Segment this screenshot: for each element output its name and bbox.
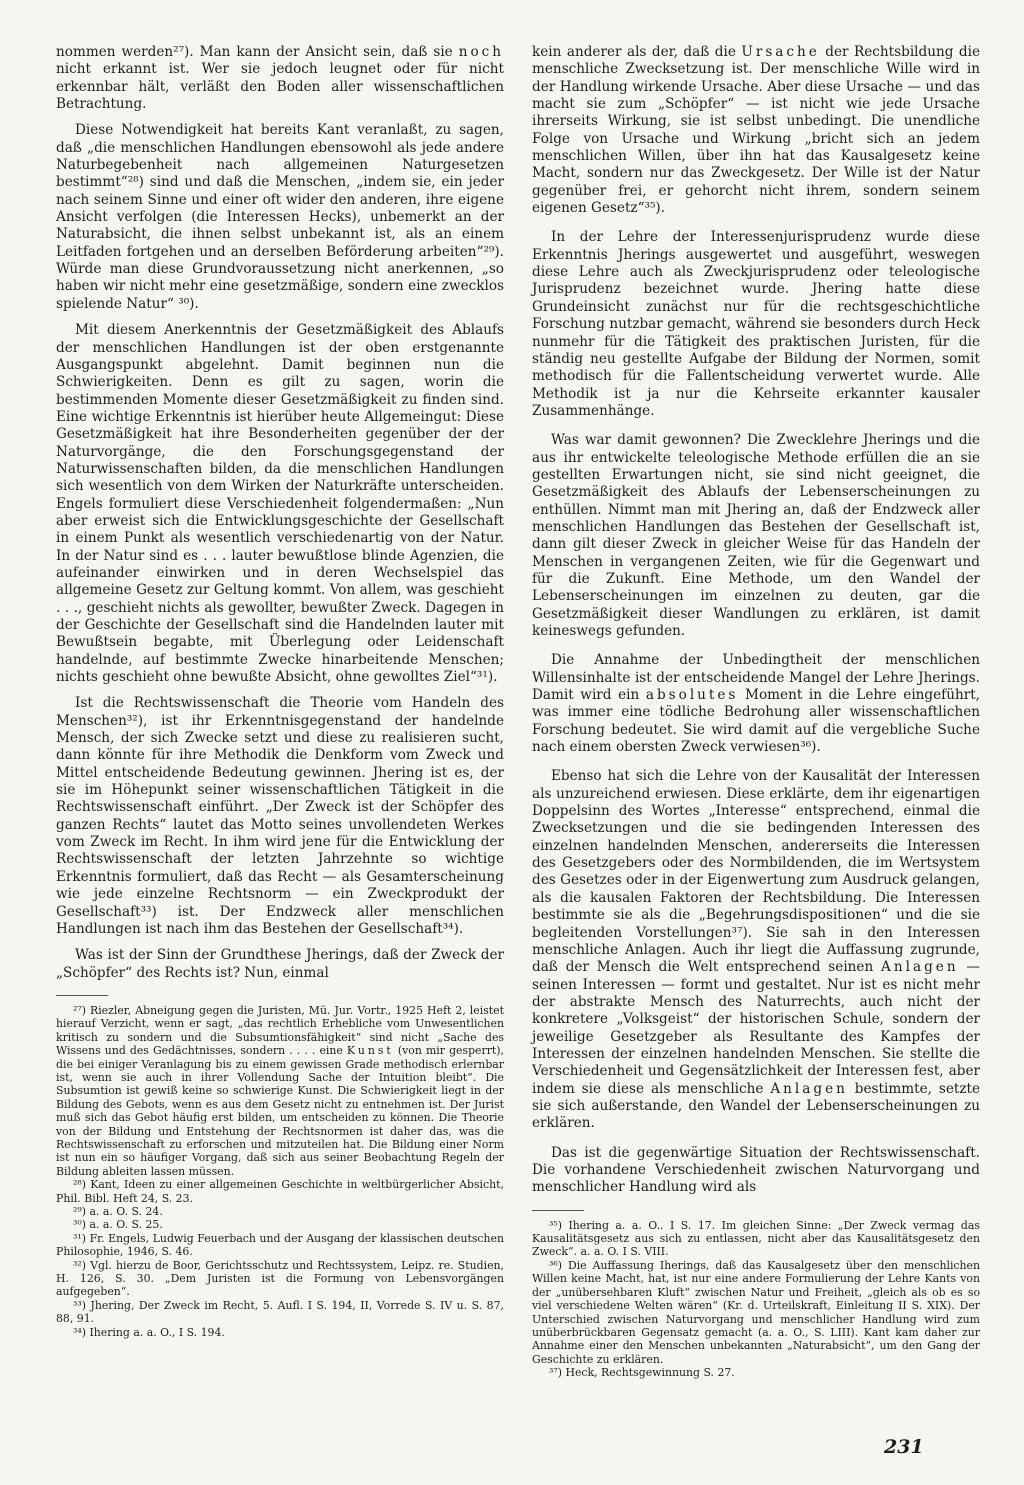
- right-column: [532, 44, 980, 1380]
- body-paragraph: Ist die Rechtswissenschaft die Theorie vom Handeln des Menschen³²), ist ihr Erkenntnisgegenstand der handelnde Mensch, der sich Zwecke setzt und diese zu realisieren sucht, dann könnte für ihre Methodik die Denkform vom Zweck und Mittel entscheidende Bedeutung gewinnen. Jhering ist es, der sie im Höhepunkt seiner wissenschaftlichen Tätigkeit in die Rechtswissenschaft einführt. „Der Zweck ist der Schöpfer des ganzen Rechts“ lautet das Motto seines unvollendeten Werkes vom Zweck im Recht. In ihm wird jene für die Entwicklung der Rechtswissenschaft der letzten Jahrzehnte so wichtige Erkenntnis formuliert, daß das Recht — als Gesamterscheinung wie jede einzelne Rechtsnorm — ein Zweckprodukt der Gesellschaft³³) ist. Der Endzweck aller menschlichen Handlungen ist nach ihm das Bestehen der Gesellschaft³⁴).: [56, 695, 504, 937]
- body-paragraph: kein anderer als der, daß die Ursache der Rechtsbildung die menschliche Zwecksetzung ist. Der menschliche Wille wird in der Handlung wirkende Ursache. Aber diese Ursache — und das macht sie zum „Schöpfer“ — ist nicht wie jede Ursache ihrerseits Wirkung, sie ist selbst unbedingt. Die unendliche Folge von Ursache und Wirkung „bricht sich an jedem menschlichen Willen, über ihn hat das Kausalgesetz keine Macht, sondern nur das Zweckgesetz. Der Wille ist der Natur gegenüber frei, er gehorcht nicht ihrem, sondern seinem eigenen Gesetz“³⁵).: [532, 44, 980, 217]
- footnote: ³²) Vgl. hierzu de Boor, Gerichtsschutz und Rechtssystem, Leipz. re. Studien, H. 126, S. 30. „Dem Juristen ist die Formung von Lebensvorgängen aufgegeben“.: [56, 1258, 504, 1299]
- body-paragraph: Mit diesem Anerkenntnis der Gesetzmäßigkeit des Ablaufs der menschlichen Handlungen ist der oben erstgenannte Ausgangspunkt abgelehnt. Damit beginnen nun die Schwierigkeiten. Denn es gilt zu sagen, worin die bestimmenden Momente dieser Gesetzmäßigkeit zu finden sind. Eine wichtige Erkenntnis ist hierüber heute Allgemeingut: Diese Gesetzmäßigkeit hat ihre Besonderheiten gegenüber der der Naturvorgänge, die den Forschungsgegenstand der Naturwissenschaften bilden, da die menschlichen Handlungen sich wesentlich von dem Wirken der Naturkräfte unterscheiden. Engels formuliert diese Verschiedenheit folgendermaßen: „Nun aber erweist sich die Entwicklungsgeschichte der Gesellschaft in einem Punkt als wesentlich verschiedenartig von der Natur. In der Natur sind es . . . lauter bewußtlose blinde Agenzien, die aufeinander einwirken und in deren Wechselspiel das allgemeine Gesetz zur Geltung kommt. Von allem, was geschieht . . ., geschieht nichts als gewollter, bewußter Zweck. Dagegen in der Geschichte der Gesellschaft sind die Handelnden lauter mit Bewußtsein begabte, mit Überlegung oder Leidenschaft handelnde, auf bestimmte Zwecke hinarbeitende Menschen; nichts geschieht ohne bewußte Absicht, ohne gewolltes Ziel“³¹).: [56, 322, 504, 686]
- body-paragraph: Die Annahme der Unbedingtheit der menschlichen Willensinhalte ist der entscheidende Mangel der Lehre Jherings. Damit wird ein absolutes Moment in die Lehre eingeführt, was immer eine tödliche Bedrohung aller wissenschaftlichen Forschung bedeutet. Sie wird damit auf die vergebliche Suche nach einem obersten Zweck verwiesen³⁶).: [532, 652, 980, 756]
- body-paragraph: In der Lehre der Interessenjurisprudenz wurde diese Erkenntnis Jherings ausgewertet und ausgeführt, weswegen diese Lehre auch als Zweckjurisprudenz oder teleologische Jurisprudenz bezeichnet wurde. Jhering hatte diese Grundeinsicht zunächst nur für die rechtsgeschichtliche Forschung nutzbar gemacht, während sie besonders durch Heck nunmehr für die Tätigkeit des praktischen Juristen, für die ständig neu gestellte Aufgabe der Bildung der Normen, somit methodisch für die Fallentscheidung verwertet wurde. Alle Methodik ist ja nur die Kehrseite erkannter kausaler Zusammenhänge.: [532, 229, 980, 419]
- footnote: ²⁸) Kant, Ideen zu einer allgemeinen Geschichte in weltbürgerlicher Absicht, Phil. Bibl. Heft 24, S. 23.: [56, 1178, 504, 1205]
- footnote: ²⁹) a. a. O. S. 24.: [73, 1204, 163, 1218]
- footnote: ³⁴) Ihering a. a. O., I S. 194.: [73, 1325, 225, 1339]
- footnote: ²⁷) Riezler, Abneigung gegen die Juristen, Mü. Jur. Vortr., 1925 Heft 2, leistet hierauf Verzicht, wenn er sagt, „das rechtlich Erhebliche vom Unwesentlichen kritisch zu sondern und die Subsumtionsfähigkeit“ sind nicht „Sache des Wissens und des Gedächtnisses, sondern . . . . eine Kunst (von mir gesperrt), die bei einiger Veranlagung bis zu einem gewissen Grade methodisch erlernbar ist, wenn sie auch in ihrer Vollendung Sache der Intuition bleibt“. Die Subsumtion ist gewiß keine so schwierige Kunst. Die Schwierigkeit liegt in der Bildung des Gebots, wenn es aus dem Gesetz nicht zu entnehmen ist. Der Jurist muß sich das Gebot häufig erst bilden, um entscheiden zu können. Die Theorie von der Bildung und Entstehung der Rechtsnormen ist daher das, was die Rechtswissenschaft zu erforschen und mitzuteilen hat. Die Bildung einer Norm ist nun ein so häufiger Vorgang, daß sich aus seiner Beobachtung Regeln der Bildung ableiten lassen müssen.: [56, 1003, 504, 1178]
- body-paragraph: Ebenso hat sich die Lehre von der Kausalität der Interessen als unzureichend erwiesen. Diese erklärte, dem ihr eigenartigen Doppelsinn des Wortes „Interesse“ entsprechend, einmal die Zwecksetzungen und die sie bedingenden Interessen des einzelnen handelnden Menschen, andererseits die Interessen des Gesetzgebers oder des Normbildenden, die im Wertsystem des Gesetzes oder in der Eigenwertung zum Ausdruck gelangen, als die kausalen Faktoren der Rechtsbildung. Die Interessen bestimmte sie als die „Begehrungsdispositionen“ und die sie begleitenden Vorstellungen³⁷). Sie sah in den Interessen menschliche Anlagen. Auch ihr liegt die Auffassung zugrunde, daß der Mensch die Welt entsprechend seinen Anlagen — seinen Interessen — formt und gestaltet. Nur ist es nicht mehr der abstrakte Mensch des Naturrechts, auch nicht der konkretere „Volksgeist“ der historischen Schule, sondern der jeweilige Gesetzgeber als Resultante des Kampfes der Interessen der einzelnen handelnden Menschen. Sie stellte die Verschiedenheit und Gegensätzlichkeit der Interessen fest, aber indem sie diese als menschliche Anlagen bestimmte, setzte sie sich außerstande, den Wandel der Lebenserscheinungen zu erklären.: [532, 768, 981, 1132]
- footnote-divider: [532, 1210, 584, 1211]
- page-number: 231: [884, 1436, 924, 1458]
- footnote: ³⁰) a. a. O. S. 25.: [73, 1218, 163, 1232]
- body-paragraph: Was ist der Sinn der Grundthese Jherings, daß der Zweck der „Schöpfer“ des Rechts ist? Nun, einmal: [56, 947, 504, 981]
- body-paragraph: nommen werden²⁷). Man kann der Ansicht sein, daß sie noch nicht erkannt ist. Wer sie jedoch leugnet oder für nicht erkennbar hält, verläßt den Boden aller wissenschaftlichen Betrachtung.: [56, 44, 504, 113]
- footnote: ³⁶) Die Auffassung Iherings, daß das Kausalgesetz über den menschlichen Willen keine Macht, hat, ist nur eine andere Formulierung der Lehre Kants von der „unübersehbaren Kluft“ zwischen Natur und Freiheit, „gleich als ob es so viel verschiedene Welten wären“ (Kr. d. Urteilskraft, Einleitung II S. XIX). Der Unterschied zwischen Naturvorgang und menschlicher Handlung wird zum unüberbrückbaren Gegensatz gemacht (a. a. O., S. LIII). Kant kam daher zur Annahme einer den Menschen unbekannten „Naturabsicht“, um den Gang der Geschichte zu erklären.: [532, 1258, 980, 1366]
- body-paragraph: Das ist die gegenwärtige Situation der Rechtswissenschaft. Die vorhandene Verschiedenheit zwischen Naturvorgang und menschlicher Handlung wird als: [532, 1144, 980, 1196]
- footnote-divider: [56, 995, 108, 996]
- body-paragraph: Diese Notwendigkeit hat bereits Kant veranlaßt, zu sagen, daß „die menschlichen Handlungen ebensowohl als jede andere Naturbegebenheit nach allgemeinen Naturgesetzen bestimmt“²⁸) sind und daß die Menschen, „indem sie, ein jeder nach seinem Sinne und einer oft wider den anderen, ihre eigene Ansicht verfolgen (die Interessen Hecks), unbemerkt an der Naturabsicht, die ihnen selbst unbekannt ist, als an einem Leitfaden fortgehen und an derselben Beförderung arbeiten“²⁹). Würde man diese Grundvoraussetzung nicht anerkennen, „so haben wir nicht mehr eine gesetzmäßige, sondern eine zwecklos spielende Natur“ ³⁰).: [56, 122, 504, 312]
- footnote: ³⁷) Heck, Rechtsgewinnung S. 27.: [549, 1366, 735, 1380]
- footnote: ³⁵) Ihering a. a. O.. I S. 17. Im gleichen Sinne: „Der Zweck vermag das Kausalitätsgesetz aus sich zu entlassen, nicht aber das Kausalitätsgesetz den Zweck“. a. a. O. I S. VIII.: [532, 1218, 980, 1259]
- body-paragraph: Was war damit gewonnen? Die Zwecklehre Jherings und die aus ihr entwickelte teleologische Methode erfüllen die an sie gestellten Erwartungen nicht, sie sind nicht geeignet, die Gesetzmäßigkeit des Ablaufs der Lebenserscheinungen zu enthüllen. Nimmt man mit Jhering an, daß der Endzweck aller menschlichen Handlungen das Bestehen der Gesellschaft ist, dann gilt dieser Zweck in gleicher Weise für das Handeln der Menschen in vergangenen Zeiten, wie für die Gegenwart und für die Zukunft. Eine Methode, um den Wandel der Lebenserscheinungen im einzelnen zu deuten, gar die Gesetzmäßigkeit dieser Wandlungen zu erklären, ist damit keineswegs gefunden.: [532, 432, 980, 639]
- footnote: ³³) Jhering, Der Zweck im Recht, 5. Aufl. I S. 194, II, Vorrede S. IV u. S. 87, 88, 91.: [56, 1298, 504, 1326]
- left-column: [56, 44, 504, 1339]
- footnote: ³¹) Fr. Engels, Ludwig Feuerbach und der Ausgang der klassischen deutschen Philosophie, 1946, S. 46.: [56, 1231, 504, 1259]
